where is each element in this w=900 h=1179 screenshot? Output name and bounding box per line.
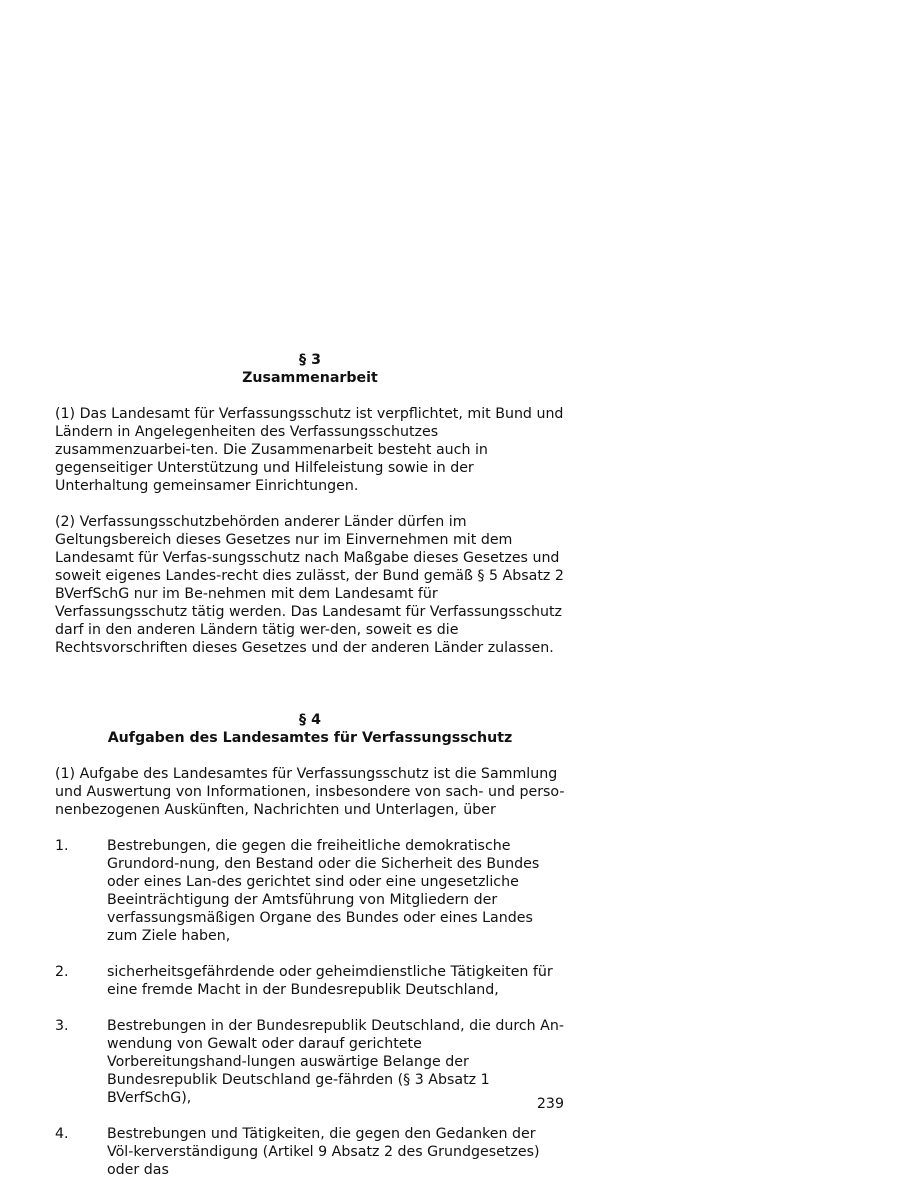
section-3-number: § 3	[299, 352, 321, 368]
section-4-intro: (1) Aufgabe des Landesamtes für Verfassungsschutz ist die Sammlung und Auswertung von Informationen, insbesondere von sach- und perso-nenbezogenen Auskünften, Nachrichten und Unterlagen, über	[55, 766, 565, 818]
list-item-number: 1.	[55, 838, 69, 854]
section-3-title: Zusammenarbeit	[242, 370, 378, 386]
list-item	[55, 963, 565, 999]
list-item	[55, 837, 565, 945]
list-item	[55, 1017, 565, 1107]
page-number: 239	[536, 1096, 564, 1112]
section-4-title: Aufgaben des Landesamtes für Verfassungsschutz	[107, 730, 513, 746]
list-item-text: sicherheitsgefährdende oder geheimdienstliche Tätigkeiten für eine fremde Macht in der Bundesrepublik Deutschland,	[107, 964, 553, 998]
section-spacer	[55, 675, 565, 711]
list-item-number: 2.	[55, 964, 69, 980]
section-3-paragraph-1: (1) Das Landesamt für Verfassungsschutz ist verpflichtet, mit Bund und Ländern in Angelegenheiten des Verfassungsschutzes zusammenzuarbei-ten. Die Zusammenarbeit besteht auch in gegenseitiger Unterstützung und Hilfeleistung sowie in der Unterhaltung gemeinsamer Einrichtungen.	[55, 406, 564, 494]
list-item-number: 3.	[55, 1018, 69, 1034]
document-body	[55, 351, 565, 1179]
list-item	[55, 1125, 565, 1179]
section-4-number: § 4	[299, 712, 321, 728]
list-item-number: 4.	[55, 1126, 69, 1142]
section-3-paragraph-2: (2) Verfassungsschutzbehörden anderer Länder dürfen im Geltungsbereich dieses Gesetzes nur im Einvernehmen mit dem Landesamt für Verfas-sungsschutz nach Maßgabe dieses Gesetzes und soweit eigenes Landes-recht dies zulässt, der Bund gemäß § 5 Absatz 2 BVerfSchG nur im Be-nehmen mit dem Landesamt für Verfassungsschutz tätig werden. Das Landesamt für Verfassungsschutz darf in den anderen Ländern tätig wer-den, soweit es die Rechtsvorschriften dieses Gesetzes und der anderen Länder zulassen.	[55, 514, 564, 656]
list-item-text: Bestrebungen, die gegen die freiheitliche demokratische Grundord-nung, den Bestand oder die Sicherheit des Bundes oder eines Lan-des gerichtet sind oder eine ungesetzliche Beeinträchtigung der Amtsführung von Mitgliedern der verfassungsmäßigen Organe des Bundes oder eines Landes zum Ziele haben,	[107, 838, 540, 944]
list-item-text: Bestrebungen in der Bundesrepublik Deutschland, die durch An-wendung von Gewalt oder darauf gerichtete Vorbereitungshand-lungen auswärtige Belange der Bundesrepublik Deutschland ge-fährden (§ 3 Absatz 1 BVerfSchG),	[107, 1018, 564, 1106]
list-item-text: Bestrebungen und Tätigkeiten, die gegen den Gedanken der Völ-kerverständigung (Artikel 9 Absatz 2 des Grundgesetzes) oder das	[107, 1126, 540, 1178]
